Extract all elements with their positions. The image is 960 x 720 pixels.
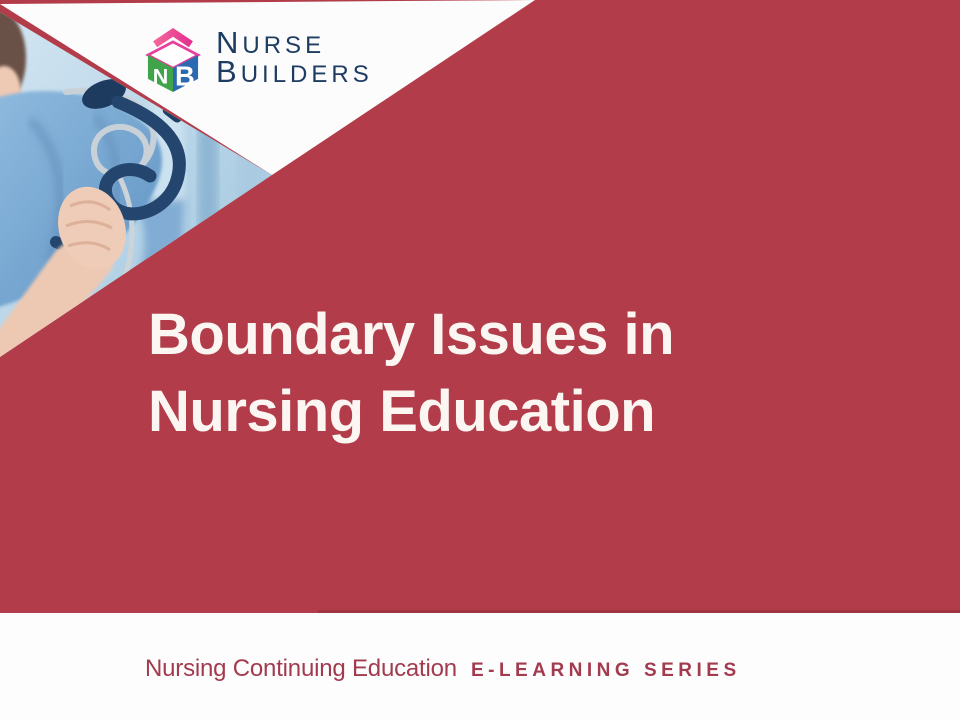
slide-title-line1: Boundary Issues in xyxy=(148,302,675,367)
brand-name-line1: NURSE xyxy=(216,25,326,60)
footer-series-label: Nursing Continuing Education xyxy=(145,655,457,682)
footer-series-emphasis: E-LEARNING SERIES xyxy=(470,660,741,681)
cube-letter-n: N xyxy=(152,64,169,89)
nurse-builders-logo xyxy=(143,22,403,102)
brand-wordmark xyxy=(216,25,373,89)
nb-cube-icon xyxy=(143,24,203,92)
slide-title-line2: Nursing Education xyxy=(148,379,656,444)
brand-name-line2: BUILDERS xyxy=(216,54,373,89)
cube-letter-b: B xyxy=(175,60,195,92)
footer-text xyxy=(145,654,741,686)
slide-title xyxy=(148,296,674,450)
